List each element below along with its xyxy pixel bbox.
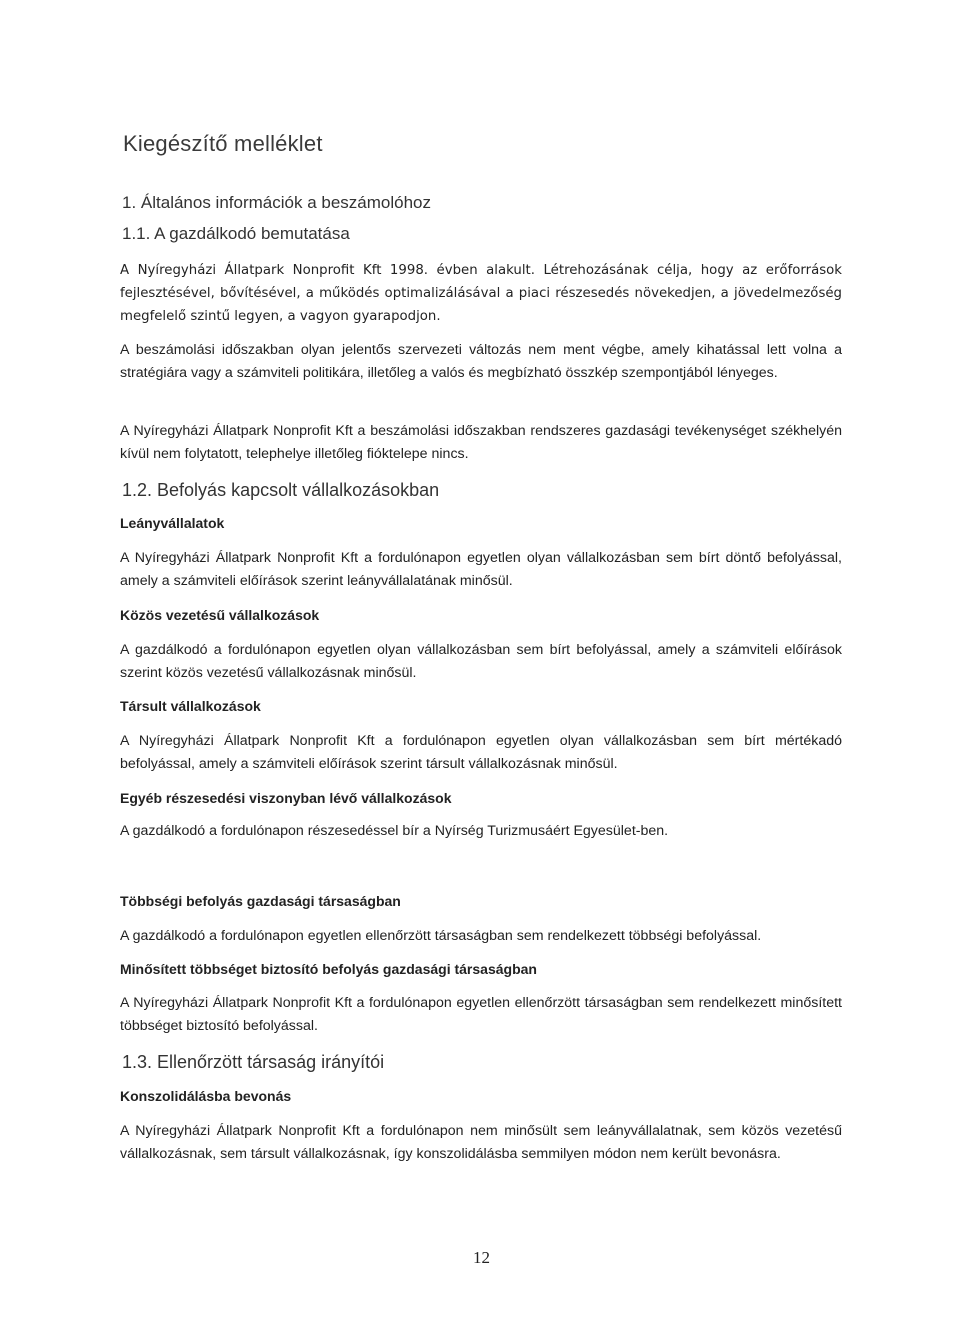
paragraph-egyeb-reszesedes: A gazdálkodó a fordulónapon részesedéssel bír a Nyírség Turizmusáért Egyesület-ben.	[120, 823, 669, 839]
subheading-egyeb-reszesedes: Egyéb részesedési viszonyban lévő vállalkozások	[120, 790, 452, 806]
subheading-kozos-vezetesu: Közös vezetésű vállalkozások	[120, 607, 320, 623]
paragraph-leanyvallalatok: A Nyíregyházi Állatpark Nonprofit Kft a fordulónapon egyetlen olyan vállalkozásban sem bírt döntő befolyással, amely a számviteli előírások szerint leányvállalatának minősül.	[120, 550, 842, 589]
section-heading-1-3: 1.3. Ellenőrzött társaság irányítói	[122, 1052, 385, 1072]
subheading-tarsult: Társult vállalkozások	[120, 698, 261, 714]
paragraph-intro: A Nyíregyházi Állatpark Nonprofit Kft 1998. évben alakult. Létrehozásának célja, hogy az erőforrások fejlesztésével, bővítésével, a működés optimalizálásával a piaci részesedés növekedjen, a jövedelmezőség megfelelő szintű legyen, a vagyon gyarapodjon.	[120, 263, 842, 324]
paragraph-tobbsegi-befolyas: A gazdálkodó a fordulónapon egyetlen ellenőrzött társaságban sem rendelkezett többségi befolyással.	[120, 928, 762, 944]
paragraph-konszolidalas: A Nyíregyházi Állatpark Nonprofit Kft a fordulónapon nem minősült sem leányvállalatnak, sem közös vezetésű vállalkozásnak, sem társult vállalkozásnak, így konszolidálásba semmilyen módon nem került bevonásra.	[120, 1123, 842, 1162]
paragraph-minositett-tobbseg: A Nyíregyházi Állatpark Nonprofit Kft a fordulónapon egyetlen ellenőrzött társaságban sem rendelkezett minősített többséget biztosító befolyással.	[120, 995, 842, 1034]
subheading-konszolidalas: Konszolidálásba bevonás	[120, 1088, 292, 1104]
document-title: Kiegészítő melléklet	[123, 131, 323, 156]
section-heading-1: 1. Általános információk a beszámolóhoz	[122, 193, 431, 212]
section-heading-1-1: 1.1. A gazdálkodó bemutatása	[122, 224, 350, 243]
paragraph-tarsult: A Nyíregyházi Állatpark Nonprofit Kft a fordulónapon egyetlen olyan vállalkozásban sem bírt mértékadó befolyással, amely a számviteli előírások szerint társult vállalkozásnak minősül.	[120, 733, 842, 772]
section-heading-1-2: 1.2. Befolyás kapcsolt vállalkozásokban	[122, 480, 440, 500]
subheading-tobbsegi-befolyas: Többségi befolyás gazdasági társaságban	[120, 893, 401, 909]
paragraph-kozos-vezetesu: A gazdálkodó a fordulónapon egyetlen olyan vállalkozásban sem bírt befolyással, amely a számviteli előírások szerint közös vezetésű vállalkozásnak minősül.	[120, 642, 842, 681]
page-number: 12	[473, 1248, 490, 1267]
paragraph-activity: A Nyíregyházi Állatpark Nonprofit Kft a beszámolási időszakban rendszeres gazdasági tevékenységet székhelyén kívül nem folytatott, telephelye illetőleg fióktelepe nincs.	[120, 423, 842, 462]
paragraph-changes: A beszámolási időszakban olyan jelentős szervezeti változás nem ment végbe, amely kihatással lett volna a stratégiára vagy a számviteli politikára, illetőleg a valós és megbízható összkép szempontjából lényeges.	[120, 342, 842, 381]
subheading-minositett-tobbseg: Minősített többséget biztosító befolyás gazdasági társaságban	[120, 961, 537, 977]
document-page	[120, 0, 842, 1344]
subheading-leanyvallalatok: Leányvállalatok	[120, 515, 225, 531]
